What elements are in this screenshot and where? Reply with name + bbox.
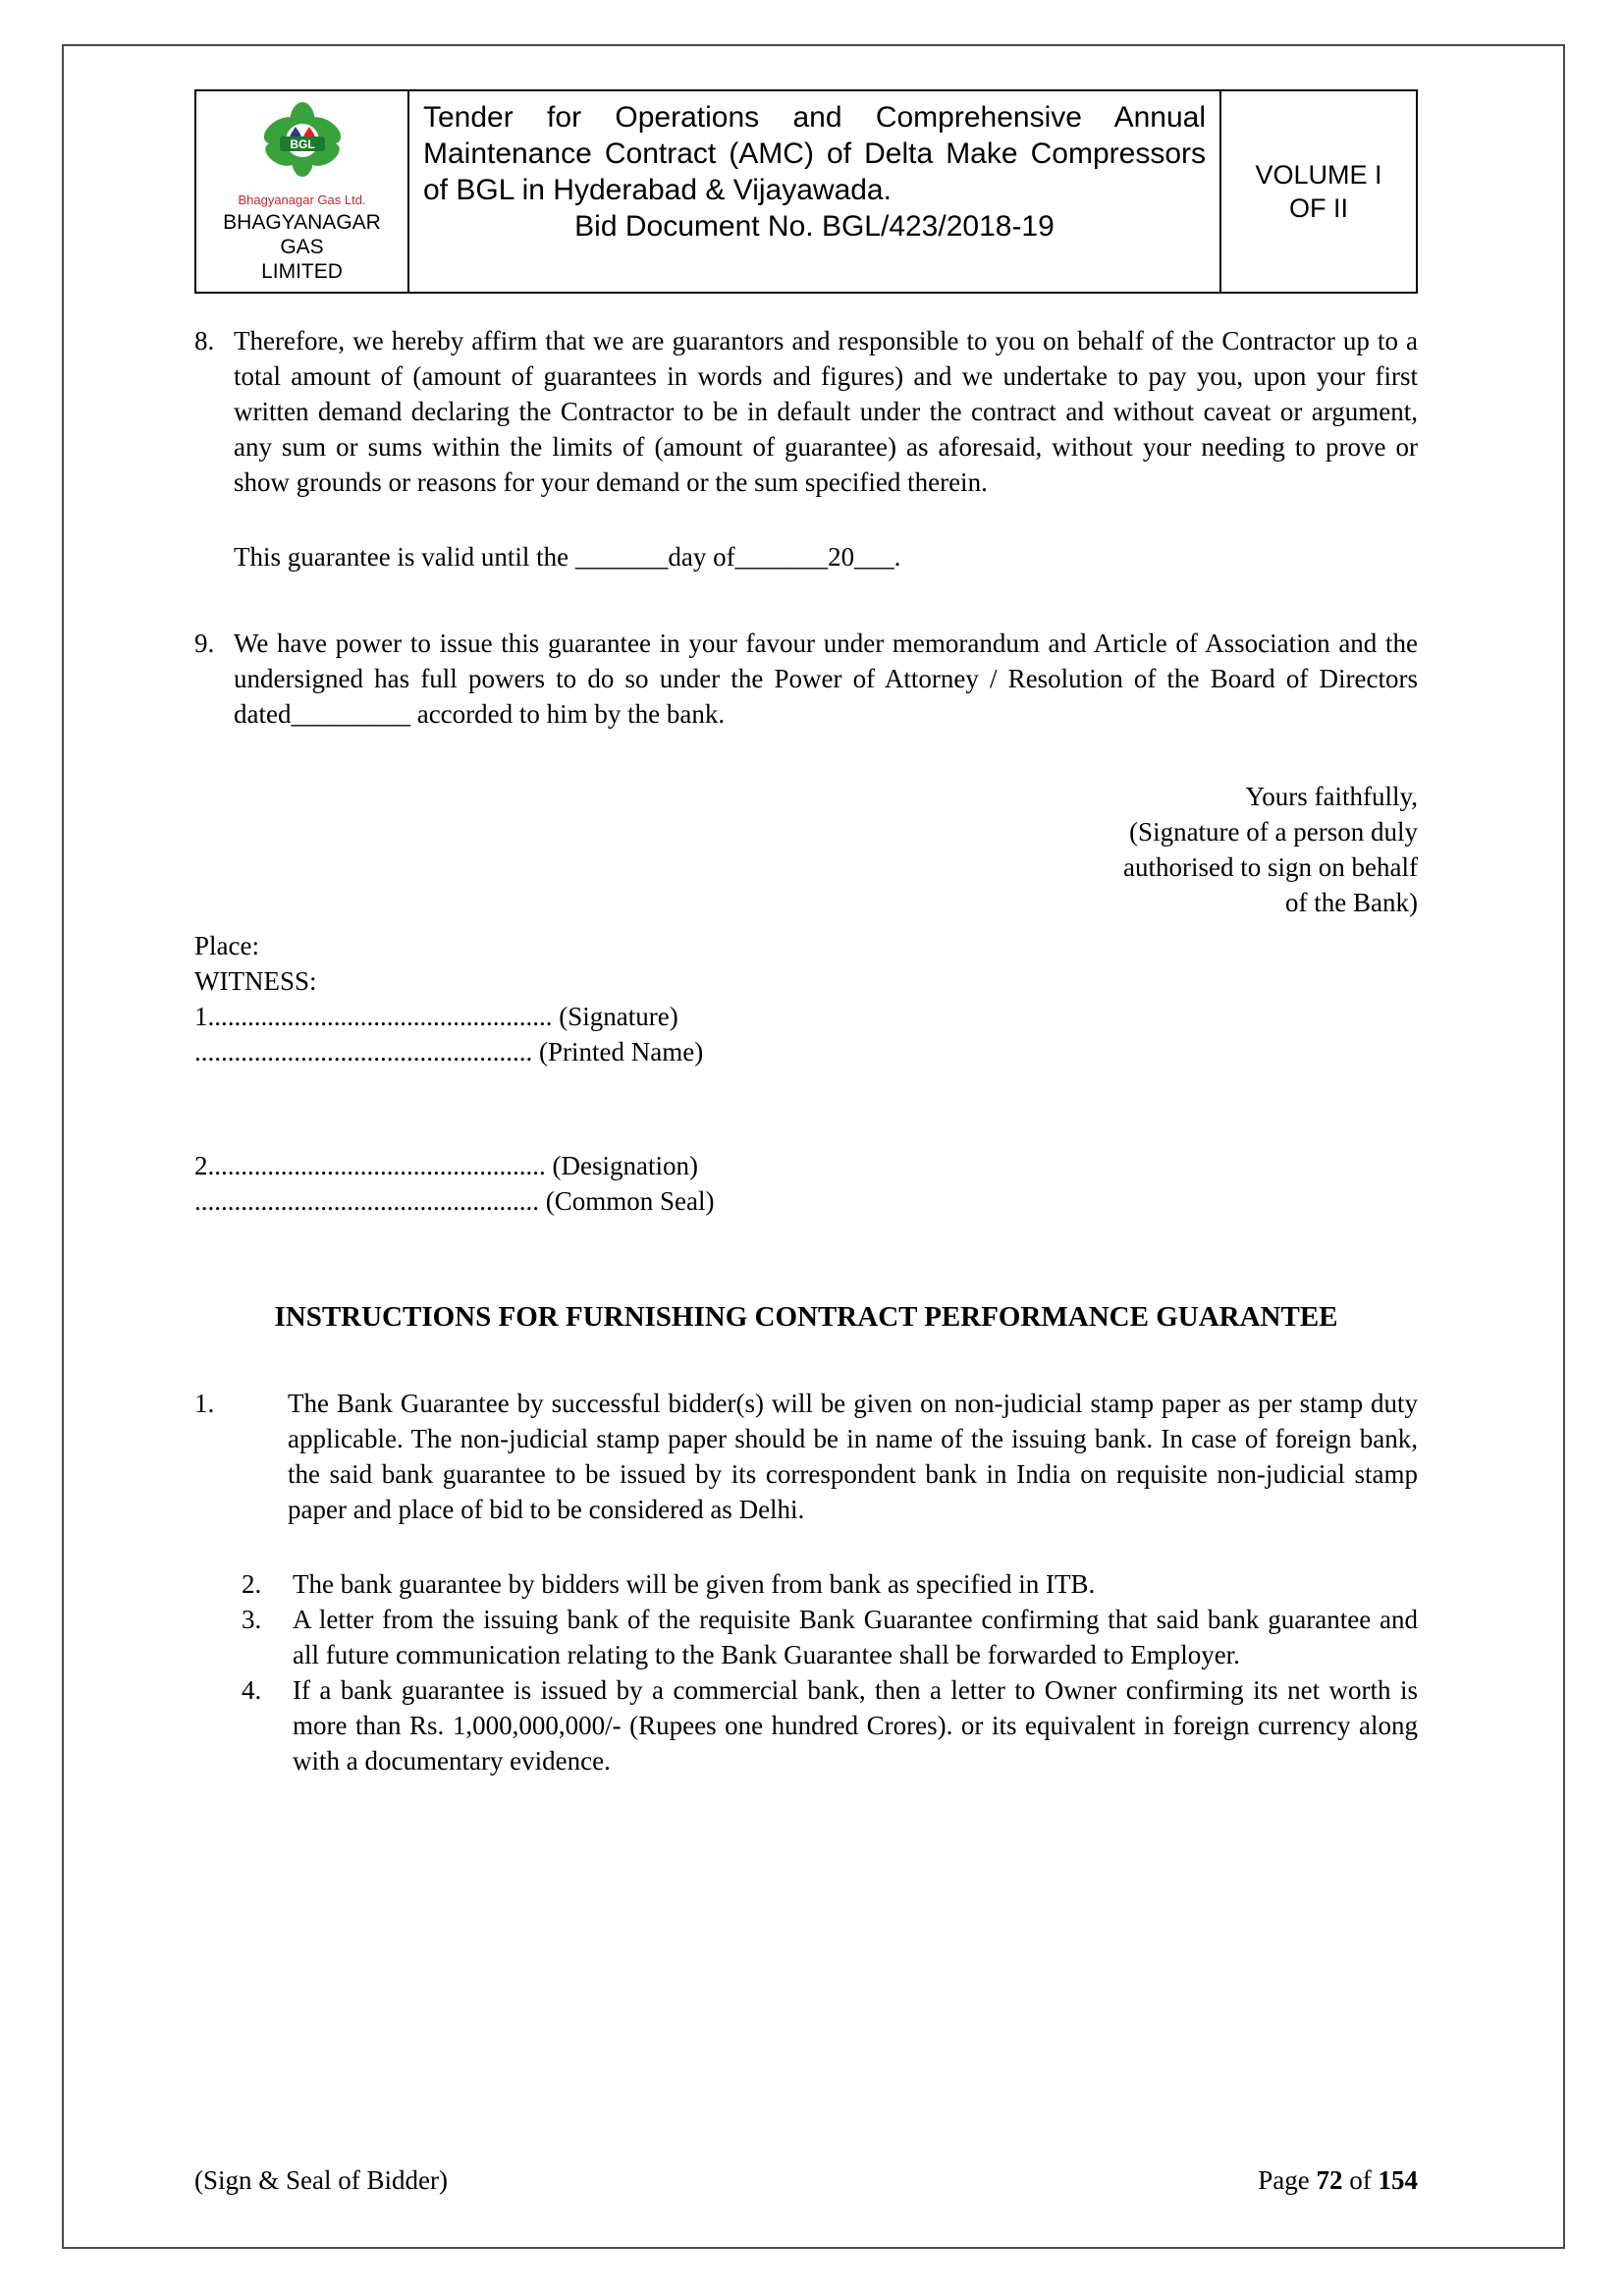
instruction-3	[242, 1602, 1418, 1672]
instruction-2-number: 2.	[242, 1569, 262, 1599]
page-content	[62, 44, 1565, 2249]
footer-of-label: of	[1342, 2165, 1379, 2195]
footer-page-number	[1258, 2162, 1418, 2198]
clause-8	[194, 323, 1418, 500]
instruction-4-text: If a bank guarantee is issued by a commercial bank, then a letter to Owner confirming its net worth is more than Rs. 1,000,000,000/- (Rupees one hundred Crores). or its equivalent in foreign currency along with a documentary evidence.	[293, 1675, 1418, 1776]
volume-cell	[1219, 91, 1416, 292]
bgl-logo-icon	[240, 97, 365, 186]
clause-8-text: Therefore, we hereby affirm that we are guarantors and responsible to you on behalf of the Contractor up to a total amount of (amount of guarantees in words and figures) and we undertake to pay you, upon your first written demand declaring the Contractor to be in default under the contract and without caveat or argument, any sum or sums within the limits of (amount of guarantee) as aforesaid, without your needing to prove or show grounds or reasons for your demand or the sum specified therein.	[234, 326, 1418, 497]
place-label: Place:	[194, 931, 259, 960]
signoff-block	[194, 779, 1418, 920]
footer-page-num: 72	[1316, 2165, 1343, 2195]
title-cell	[407, 91, 1219, 292]
org-name-line1: BHAGYANAGAR GAS	[223, 211, 381, 258]
guarantee-validity-line: This guarantee is valid until the _______day of_______20___.	[234, 542, 901, 572]
logo-tagline: Bhagyanagar Gas Ltd.	[238, 192, 366, 207]
signoff-line-4: of the Bank)	[1285, 888, 1418, 917]
clause-9-number: 9.	[194, 629, 215, 658]
instruction-1-text: The Bank Guarantee by successful bidder(s) will be given on non-judicial stamp paper as per stamp duty applicable. The non-judicial stamp paper should be in name of the issuing bank. In case of foreign bank, the said bank guarantee to be issued by its correspondent bank in India on requisite non-judicial stamp paper and place of bid to be considered as Delhi.	[288, 1389, 1418, 1524]
witness-label: WITNESS:	[194, 966, 317, 996]
logo-bgl-text: BGL	[289, 137, 315, 151]
witness1-printed-name-line: ................................................... (Printed Name)	[194, 1037, 704, 1066]
page-footer	[194, 2162, 1418, 2198]
volume-line1: VOLUME I	[1255, 160, 1382, 190]
instruction-2	[242, 1566, 1418, 1602]
instruction-2-text: The bank guarantee by bidders will be given from bank as specified in ITB.	[293, 1569, 1096, 1599]
footer-page-label: Page	[1258, 2165, 1317, 2195]
witness1-signature-line: 1.................................................... (Signature)	[194, 1002, 678, 1031]
tender-title: Tender for Operations and Comprehensive Annual Maintenance Contract (AMC) of Delta Make Compressors of BGL in Hyderabad & Vijayawada.	[423, 101, 1206, 206]
instructions-heading: INSTRUCTIONS FOR FURNISHING CONTRACT PERFORMANCE GUARANTEE	[274, 1301, 1338, 1333]
instruction-3-text: A letter from the issuing bank of the requisite Bank Guarantee confirming that said bank guarantee and all future communication relating to the Bank Guarantee shall be forwarded to Employer.	[293, 1605, 1418, 1669]
instruction-4	[242, 1672, 1418, 1778]
signoff-line-1: Yours faithfully,	[1245, 782, 1418, 811]
clause-8-number: 8.	[194, 326, 215, 355]
logo-cell	[196, 91, 407, 292]
witness2-common-seal-line: .................................................... (Common Seal)	[194, 1186, 715, 1216]
org-name-line2: LIMITED	[261, 260, 343, 283]
org-name	[200, 210, 404, 284]
clause-9-text: We have power to issue this guarantee in your favour under memorandum and Article of Association and the undersigned has full powers to do so under the Power of Attorney / Resolution of the Board of Directors dated_________ accorded to him by the bank.	[234, 629, 1418, 729]
footer-sign-seal: (Sign & Seal of Bidder)	[194, 2165, 448, 2195]
footer-page-total: 154	[1378, 2165, 1418, 2195]
instructions-sublist	[194, 1566, 1418, 1778]
instruction-1-number: 1.	[194, 1389, 215, 1418]
signoff-line-2: (Signature of a person duly	[1129, 817, 1418, 847]
clause-9	[194, 626, 1418, 732]
document-header	[194, 89, 1418, 294]
instruction-3-number: 3.	[242, 1605, 262, 1634]
instruction-1	[194, 1386, 1418, 1527]
witness2-designation-line: 2................................................... (Designation)	[194, 1151, 698, 1180]
instruction-4-number: 4.	[242, 1675, 262, 1705]
bid-document-number: Bid Document No. BGL/423/2018-19	[574, 210, 1055, 243]
signoff-line-3: authorised to sign on behalf	[1123, 852, 1418, 882]
volume-line2: OF II	[1289, 193, 1348, 223]
